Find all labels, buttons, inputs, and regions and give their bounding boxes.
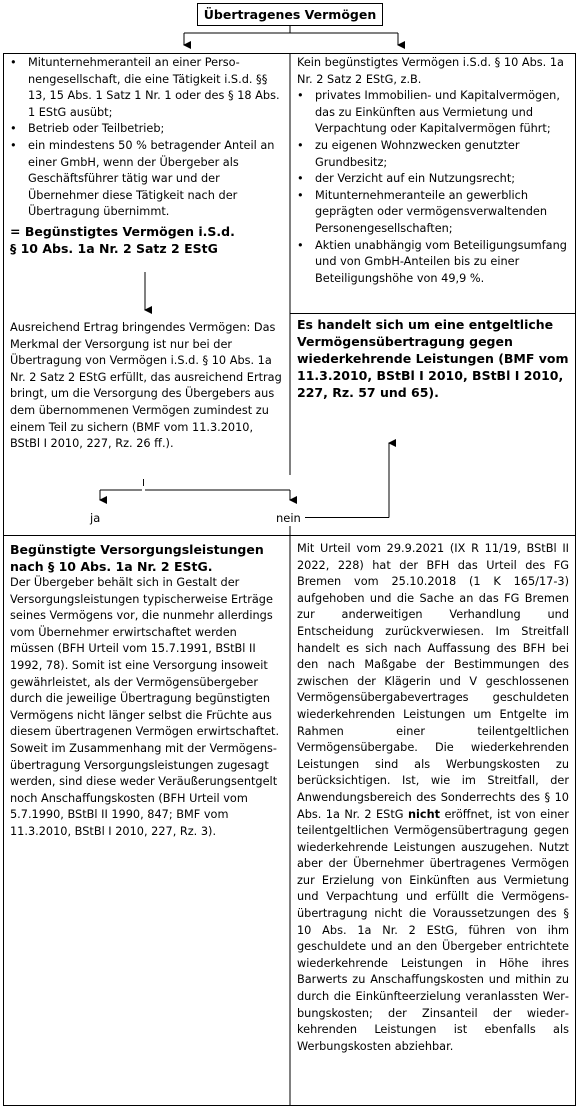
list-item: • Mitunternehmeranteile an gewerblich geprägten oder vermögensverwaltenden Personengesellschaften; [297,188,569,238]
entgeltliche-uebertragung-cell [291,316,575,401]
nicht-begunstigt-intro: Kein begünstigtes Vermögen i.S.d. § 10 Abs. 1a Nr. 2 Satz 2 EStG, z.B. [297,56,564,86]
begunstigtes-vermoegen-list [10,55,284,221]
decision-marker: I [142,478,145,489]
nicht-begunstigt-list [297,88,569,287]
bfh-urteil-cell [291,541,575,1055]
versorgungsleistungen-text: Der Übergeber behält sich in Gestalt der Versorgungsleistungen typischerweise Erträge seines Vermögens vor, die nunmehr allerdings vom Übernehmer erwirtschaftet werden müssen (BFH Urteil vom 15.7.1991, BStBl II 1992, 78). Somit ist eine Versorgung insoweit gewährleistet, als der Vermögensübergeber durch die jeweilige Übertragung begünstigten Vermögens nicht länger selbst die Früchte aus diesem übertragenen Vermögen erwirtschaftet. Soweit im Zusammenhang mit der Vermögensübertragung Versorgungsleistungen zugesagt werden, sind diese weder Veräußerungsentgelt noch Anschaffungskosten (BFH Urteil vom 5.7.1990, BStBl II 1990, 847; BMF vom 11.3.2010, BStBl I 2010, 227, Rz. 3). [10,576,280,838]
list-item: • privates Immobilien- und Kapitalvermögen, das zu Einkünften aus Vermietung und Verpachtung oder Kapitalvermögen führt; [297,88,569,138]
begunstigtes-vermoegen-cell [4,55,290,257]
list-item: • Mitunternehmeranteil an einer Personengesellschaft, die eine Tätigkeit i.S.d. §§ 13, 15 Abs. 1 Satz 1 Nr. 1 oder des § 18 Abs. 1 EStG ausübt; [10,55,284,121]
versorgungsleistungen-heading-2: nach § 10 Abs. 1a Nr. 2 EStG. [10,559,213,574]
decision-yes-label: ja [90,511,101,525]
list-item: • Betrieb oder Teilbetrieb; [10,121,284,138]
ertrag-text: Ausreichend Ertrag bringendes Vermögen: Das Merkmal der Versorgung ist nur bei der Übertragung von Vermögen i.S.d. § 10 Abs. 1a Nr. 2 Satz 2 EStG erfüllt, das ausreichend Ertrag bringt, um die Versorgung des Übergebers aus dem übernommenen Vermögen zumindest zu einem Teil zu sichern (BMF vom 11.3.2010, BStBl I 2010, 227, Rz. 26 ff.). [10,321,282,451]
begunstigtes-vermoegen-result-2: § 10 Abs. 1a Nr. 2 Satz 2 EStG [10,240,218,256]
bfh-urteil-text-after: eröffnet, ist von einer teilentgeltlichen Vermögensübertragung gegen wiederkehrende Leistungen auszugehen. Nutzt aber der Übernehmer übertragenes Vermögen zur Erzielung von Einkünften aus Vermietung und Verpachtung und erfüllt die Vermögensübertragung nicht die Voraussetzungen des § 10 Abs. 1a Nr. 2 EStG, führen von ihm geschuldete und an den Übergeber entrichtete wiederkehrende Leistungen in Höhe ihres Barwerts zu Anschaffungskosten und mithin zu durch die Einkünfteerzielung veranlassten Werbungskosten; der Zinsanteil der wiederkehrenden Leistungen ist ebenfalls als Werbungskosten abziehbar. [297,807,569,1053]
versorgungsleistungen-heading-1: Begünstigte Versorgungsleistungen [10,542,264,557]
list-item: • der Verzicht auf ein Nutzungsrecht; [297,171,569,188]
bfh-urteil-emphasis: nicht [407,807,441,821]
entgeltliche-uebertragung-text: Es handelt sich um eine entgeltliche Vermögensübertragung gegen wiederkehrende Leistungen (BMF vom 11.3.2010, BStBl I 2010, BStBl I 2010, 227, Rz. 57 und 65). [297,317,569,400]
ertrag-bringendes-vermoegen-cell [4,320,290,453]
list-item: • zu eigenen Wohnzwecken genutzter Grundbesitz; [297,138,569,171]
begunstigtes-vermoegen-result-1: = Begünstigtes Vermögen i.S.d. [10,223,235,239]
title-split-connector [184,26,398,45]
decision-no-label: nein [276,511,301,525]
nicht-begunstigtes-vermoegen-cell [291,55,575,287]
bfh-urteil-text-before: Mit Urteil vom 29.9.2021 (IX R 11/19, BStBl II 2022, 228) hat der BFH das Urteil des FG Bremen vom 25.10.2018 (1 K 165/17-3) aufgehoben und die Sache an das FG Bremen zur anderweitigen Verhandlung und Entscheidung zurückverwiesen. Im Streitfall handelt es sich nach Auffassung des BFH bei den nach Maßgabe der Bestimmungen des zwischen der Klägerin und V geschlossenen Vermögensübergabevertrages geschuldeten wiederkehrenden Leistungen um Entgelte im Rahmen einer teilentgeltlichen Vermögensübergabe. Die wiederkehrenden Leistungen sind als Werbungskosten zu berücksichtigen. Ist, wie im Streitfall, der Anwendungsbereich des Sonderrechts des § 10 Abs. 1a Nr. 2 EStG [297,542,569,821]
list-item: • ein mindestens 50 % betragender Anteil an einer GmbH, wenn der Übergeber als Geschäftsführer tätig war und der Übernehmer diese Tätigkeit nach der Übertragung übernimmt. [10,138,284,221]
versorgungsleistungen-cell [4,541,290,841]
list-item: • Aktien unabhängig vom Beteiligungsumfang und von GmbH-Anteilen bis zu einer Beteiligungshöhe von 49,9 %. [297,238,569,288]
flowchart-title: Übertragenes Vermögen [197,3,383,26]
